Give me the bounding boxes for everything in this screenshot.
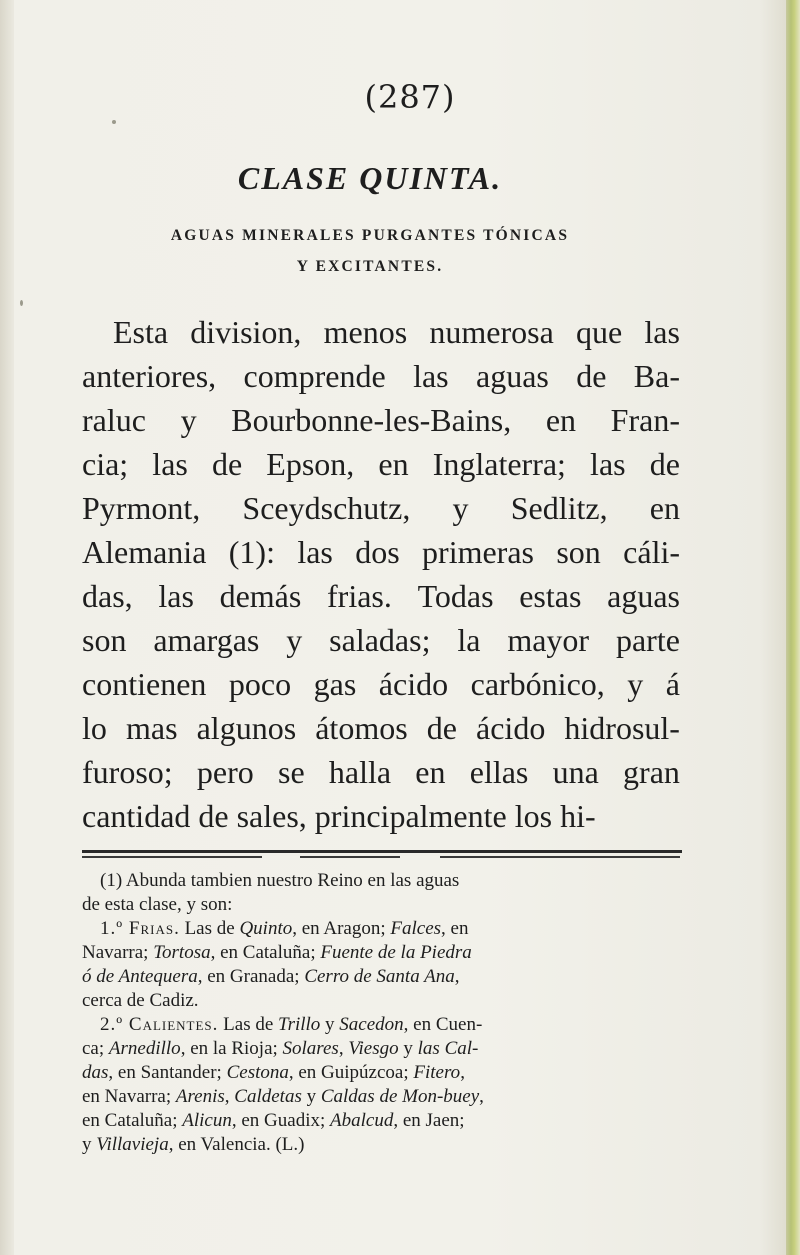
body-word: en bbox=[415, 754, 446, 790]
page-number: (287) bbox=[364, 78, 456, 116]
body-line bbox=[82, 442, 680, 486]
body-line bbox=[82, 706, 680, 750]
body-word: raluc bbox=[82, 402, 146, 438]
body-line bbox=[82, 530, 680, 574]
body-word: ácido bbox=[476, 710, 546, 746]
body-word: menos bbox=[323, 314, 408, 350]
binding-shadow bbox=[0, 0, 14, 1255]
body-word: anteriores, bbox=[82, 358, 217, 394]
body-word: y bbox=[286, 622, 303, 658]
chapter-title: CLASE QUINTA. bbox=[237, 160, 503, 196]
body-word: hidrosul- bbox=[564, 710, 680, 746]
body-word: las bbox=[413, 358, 449, 394]
body-word: das, bbox=[82, 578, 133, 614]
body-word: ácido bbox=[378, 666, 449, 702]
body-word: Alemania bbox=[82, 534, 207, 570]
body-word: la bbox=[457, 622, 481, 658]
footnote-line: (1) Abunda tambien nuestro Reino en las aguas bbox=[100, 870, 460, 891]
body-word: las bbox=[590, 446, 626, 482]
body-word: demás bbox=[219, 578, 302, 614]
body-word: á bbox=[665, 666, 680, 702]
body-line bbox=[113, 310, 680, 354]
footnote-line: en Navarra; Arenis, Caldetas y Caldas de Mon-buey, bbox=[82, 1086, 484, 1107]
body-line bbox=[82, 662, 680, 706]
body-word: son bbox=[82, 622, 127, 658]
footnote-rule-dash bbox=[82, 856, 262, 858]
body-word: se bbox=[277, 754, 305, 790]
body-word: Epson, bbox=[266, 446, 355, 482]
chapter-subtitle-line-1: AGUAS MINERALES PURGANTES TÓNICAS bbox=[170, 227, 570, 244]
footnote-line: Navarra; Tortosa, en Cataluña; Fuente de la Piedra bbox=[82, 942, 472, 963]
body-word: Bourbonne-les-Bains, bbox=[231, 402, 512, 438]
body-word: aguas bbox=[475, 358, 549, 394]
body-word: parte bbox=[615, 622, 680, 658]
body-word: Esta bbox=[113, 314, 169, 350]
body-word: division, bbox=[190, 314, 302, 350]
body-word: amargas bbox=[153, 622, 260, 658]
body-word: de bbox=[211, 446, 243, 482]
body-word: mayor bbox=[507, 622, 590, 658]
body-word: las bbox=[152, 446, 188, 482]
body-word: mas bbox=[125, 710, 178, 746]
body-word: primeras bbox=[422, 534, 534, 570]
body-word: Ba- bbox=[633, 358, 680, 394]
footnote-line: ca; Arnedillo, en la Rioja; Solares, Viesgo y las Cal- bbox=[82, 1038, 479, 1059]
body-word: contienen bbox=[82, 666, 207, 702]
body-line bbox=[82, 486, 680, 530]
footnote-line: das, en Santander; Cestona, en Guipúzcoa; Fitero, bbox=[82, 1062, 465, 1083]
footnote-rule-dash bbox=[440, 856, 680, 858]
body-word: en bbox=[545, 402, 577, 438]
body-word: estas bbox=[519, 578, 582, 614]
body-word: las bbox=[158, 578, 194, 614]
body-word: numerosa bbox=[429, 314, 554, 350]
body-word: y bbox=[627, 666, 644, 702]
body-word: algunos bbox=[196, 710, 297, 746]
body-word: poco bbox=[228, 666, 292, 702]
body-line bbox=[82, 354, 680, 398]
body-word: cáli- bbox=[623, 534, 680, 570]
body-word: gran bbox=[623, 754, 680, 790]
body-word: pero bbox=[196, 754, 254, 790]
body-word: (1): bbox=[228, 534, 275, 570]
body-word: furoso; bbox=[82, 754, 173, 790]
body-word: comprende bbox=[243, 358, 386, 394]
footnote-line: 2.º Calientes. Las de Trillo y Sacedon, en Cuen- bbox=[100, 1014, 483, 1035]
footnote-line: ó de Antequera, en Granada; Cerro de Santa Ana, bbox=[82, 966, 460, 987]
body-line bbox=[82, 750, 680, 794]
paper-speck bbox=[20, 300, 23, 306]
body-word: saladas; bbox=[329, 622, 431, 658]
body-word: y bbox=[180, 402, 197, 438]
body-word: halla bbox=[328, 754, 392, 790]
body-word: de bbox=[649, 446, 680, 482]
body-word: en bbox=[378, 446, 409, 482]
body-word: una bbox=[552, 754, 599, 790]
body-word: Inglaterra; bbox=[432, 446, 566, 482]
body-word: cia; bbox=[82, 446, 129, 482]
page-edge-strip bbox=[786, 0, 800, 1255]
body-word: y bbox=[452, 490, 469, 526]
body-word: Pyrmont, bbox=[82, 490, 201, 526]
body-line: cantidad de sales, principalmente los hi- bbox=[82, 798, 596, 834]
body-word: carbónico, bbox=[470, 666, 605, 702]
footnote-line: de esta clase, y son: bbox=[82, 894, 233, 915]
body-word: en bbox=[649, 490, 680, 526]
body-word: que bbox=[575, 314, 623, 350]
body-word: las bbox=[297, 534, 333, 570]
body-word: dos bbox=[355, 534, 400, 570]
body-word: gas bbox=[313, 666, 357, 702]
body-word: Fran- bbox=[610, 402, 680, 438]
body-word: las bbox=[644, 314, 680, 350]
body-word: Todas bbox=[417, 578, 494, 614]
body-word: átomos bbox=[315, 710, 408, 746]
footnote-line: cerca de Cadiz. bbox=[82, 990, 199, 1011]
body-line bbox=[82, 618, 680, 662]
body-word: Sedlitz, bbox=[510, 490, 608, 526]
body-word: lo bbox=[82, 710, 107, 746]
body-word: Sceydschutz, bbox=[242, 490, 411, 526]
footnote-rule bbox=[82, 850, 682, 853]
body-word: aguas bbox=[607, 578, 680, 614]
body-word: de bbox=[426, 710, 457, 746]
paper-speck bbox=[112, 120, 116, 124]
body-line bbox=[82, 574, 680, 618]
footnote-rule-dash bbox=[300, 856, 400, 858]
chapter-subtitle-line-2: Y EXCITANTES. bbox=[296, 258, 444, 275]
body-word: de bbox=[576, 358, 607, 394]
body-word: son bbox=[556, 534, 601, 570]
footnote-line: y Villavieja, en Valencia. (L.) bbox=[82, 1134, 305, 1155]
body-word: frias. bbox=[327, 578, 392, 614]
body-word: ellas bbox=[469, 754, 529, 790]
footnote-line: en Cataluña; Alicun, en Guadix; Abalcud, en Jaen; bbox=[82, 1110, 465, 1131]
body-line bbox=[82, 398, 680, 442]
footnote-line: 1.º Frias. Las de Quinto, en Aragon; Falces, en bbox=[100, 918, 469, 939]
